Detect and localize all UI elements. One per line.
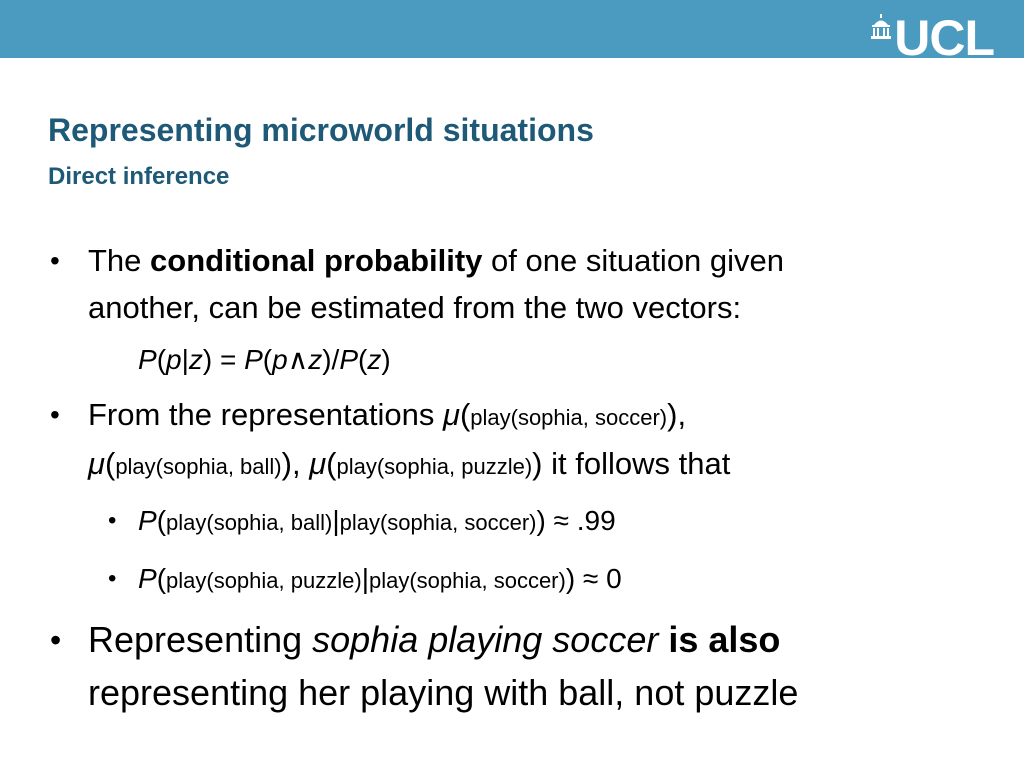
bullet-marker: • <box>50 245 60 276</box>
bullet-marker: • <box>50 399 60 430</box>
subbullet1-line: P(play(sophia, ball)|play(sophia, soccer)) ≈ .99 <box>138 505 616 536</box>
bullet-marker: • <box>50 622 62 658</box>
conditional-probability-formula: P(p|z) = P(p∧z)/P(z) <box>138 344 391 375</box>
bullet2-line2: μ(play(sophia, ball)), μ(play(sophia, puzzle)) it follows that <box>88 446 731 481</box>
bullet1-line1: The conditional probability of one situation given <box>88 243 785 278</box>
bullet2-line1: From the representations μ(play(sophia, soccer)), <box>88 397 687 432</box>
bullet1-line2: another, can be estimated from the two vectors: <box>88 290 742 325</box>
logo-text: UCL <box>894 10 994 66</box>
subbullet2-line: P(play(sophia, puzzle)|play(sophia, soccer)) ≈ 0 <box>138 563 622 594</box>
sub-bullet-marker: • <box>108 565 117 592</box>
sub-bullet-marker: • <box>108 507 117 534</box>
slide-title: Representing microworld situations <box>48 112 594 148</box>
slide-subtitle: Direct inference <box>48 163 230 190</box>
bullet3-line2: representing her playing with ball, not puzzle <box>88 672 799 713</box>
bullet3-line1: Representing sophia playing soccer is also <box>88 619 781 660</box>
